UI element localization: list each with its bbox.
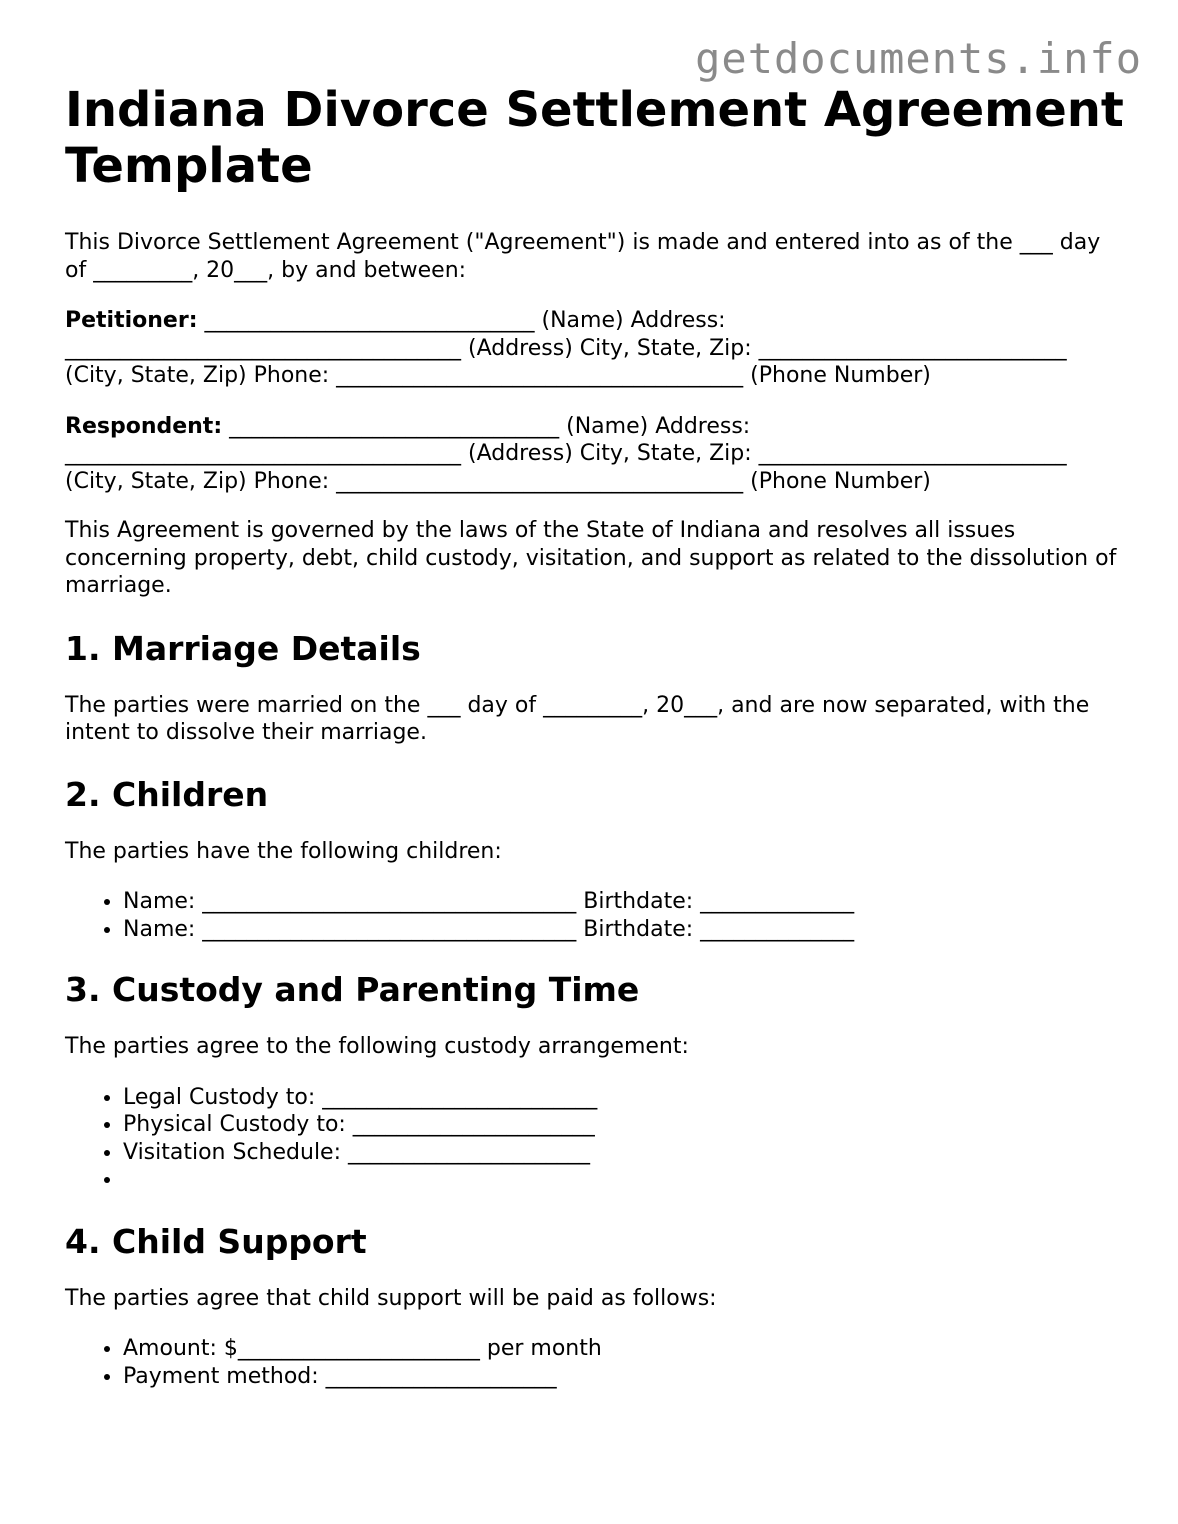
marriage-paragraph: The parties were married on the ___ day of _________, 20___, and are now separated, with the intent to dissolve their marriage. <box>65 692 1090 745</box>
respondent-label: Respondent: <box>65 413 223 439</box>
section-heading-custody: 3. Custody and Parenting Time <box>65 970 640 1009</box>
custody-paragraph: The parties agree to the following custody arrangement: <box>65 1034 689 1059</box>
section-heading-children: 2. Children <box>65 774 269 814</box>
document-title: Indiana Divorce Settlement Agreement Template <box>65 82 1124 194</box>
list-item: • Amount: $______________________ per month <box>123 1335 1125 1363</box>
respondent-fields: ______________________________ (Name) Address: ____________________________________ (Address) City, State, Zip: ____________________________ (City, State, Zip) Phone: _____________________________________ (Phone Number) <box>65 413 1067 494</box>
governing-law-paragraph: This Agreement is governed by the laws of the State of Indiana and resolves all issues concerning property, debt, child custody, visitation, and support as related to the dissolution of marriage. <box>65 518 1117 598</box>
list-item: • Physical Custody to: ______________________ <box>123 1111 1125 1139</box>
support-list <box>65 1335 1125 1390</box>
petitioner-block <box>65 307 1125 390</box>
custody-list <box>65 1084 1125 1194</box>
section-heading-support: 4. Child Support <box>65 1221 367 1261</box>
list-item: • Name: __________________________________ Birthdate: ______________ <box>123 888 1125 916</box>
petitioner-label: Petitioner: <box>65 308 198 333</box>
respondent-block <box>65 413 1125 496</box>
document-page <box>65 82 1125 1390</box>
petitioner-fields: ______________________________ (Name) Address: ____________________________________ (Address) City, State, Zip: ____________________________ (City, State, Zip) Phone: _____________________________________ (Phone Number) <box>65 308 1067 388</box>
children-paragraph: The parties have the following children: <box>65 838 502 864</box>
support-paragraph: The parties agree that child support will be paid as follows: <box>65 1285 717 1311</box>
intro-paragraph: This Divorce Settlement Agreement ("Agreement") is made and entered into as of the ___ day of _________, 20___, by and between: <box>65 230 1101 283</box>
section-heading-marriage: 1. Marriage Details <box>65 628 421 668</box>
children-list <box>65 888 1125 943</box>
list-item <box>123 1166 1125 1194</box>
watermark: getdocuments.info <box>695 34 1142 83</box>
list-item: • Payment method: _____________________ <box>123 1363 1125 1391</box>
list-item: • Name: __________________________________ Birthdate: ______________ <box>123 916 1125 944</box>
list-item: • Legal Custody to: _________________________ <box>123 1084 1125 1112</box>
list-item: • Visitation Schedule: ______________________ <box>123 1139 1125 1167</box>
